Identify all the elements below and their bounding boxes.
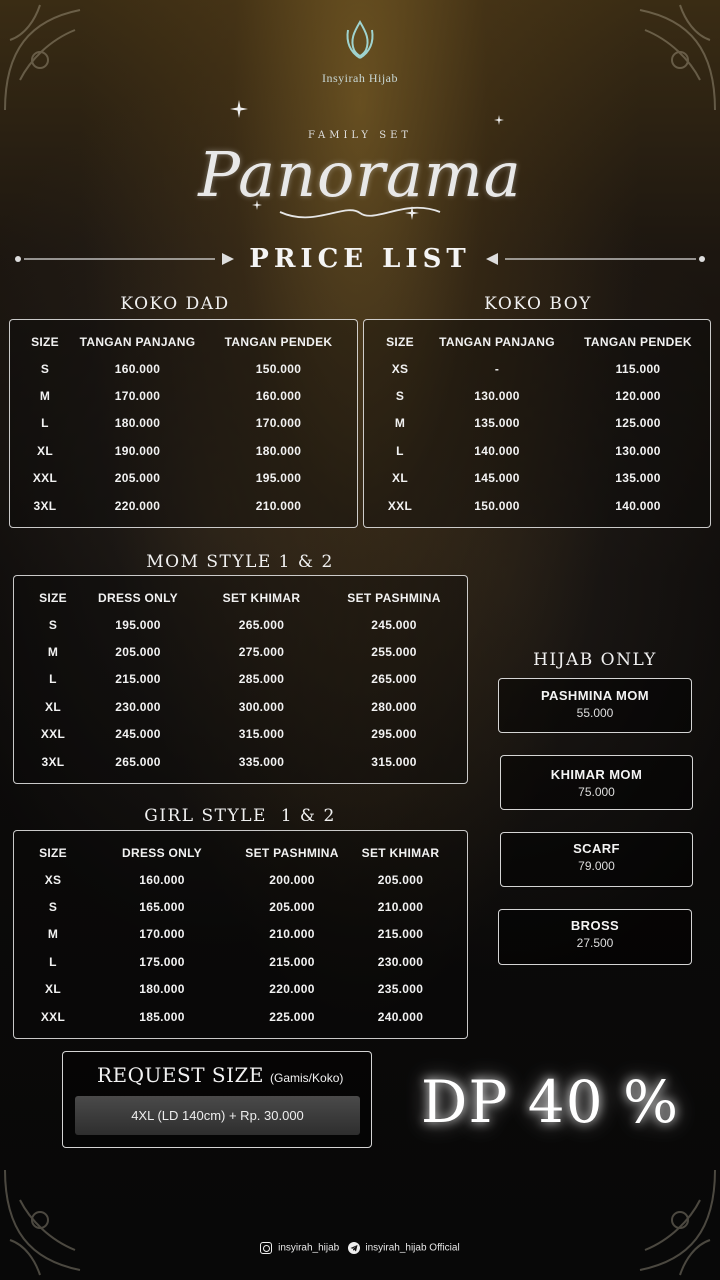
price-cell: 195.000: [115, 617, 161, 632]
table-row: [376, 382, 706, 409]
price-cell: 190.000: [114, 443, 161, 458]
price-cell: 265.000: [371, 672, 417, 687]
hijab-item: [498, 678, 692, 733]
page-title: Panorama: [198, 138, 522, 211]
down-payment-badge: DP 40 %: [420, 1068, 680, 1136]
price-cell: 120.000: [615, 389, 661, 404]
column-header: SET PASHMINA: [245, 845, 339, 860]
price-cell: 160.000: [255, 389, 302, 404]
price-cell: 215.000: [115, 672, 161, 687]
hijab-item-name: SCARF: [573, 841, 620, 856]
price-cell: 185.000: [139, 1009, 185, 1024]
price-cell: 245.000: [371, 617, 417, 632]
price-cell: 160.000: [114, 361, 161, 376]
size-cell: XXL: [40, 727, 66, 742]
koko-dad-table-box: [9, 319, 358, 528]
title-block: [180, 100, 540, 235]
column-header: SET PASHMINA: [347, 590, 441, 605]
price-cell: 220.000: [114, 498, 161, 513]
price-cell: 140.000: [474, 443, 520, 458]
telegram-icon: [348, 1242, 360, 1254]
sparkle-icon: [230, 100, 248, 118]
size-cell: L: [396, 443, 404, 458]
size-cell: XL: [45, 982, 61, 997]
table-row: [376, 437, 706, 464]
hijab-item-name: PASHMINA MOM: [540, 688, 650, 703]
price-cell: 265.000: [115, 754, 161, 769]
size-cell: XL: [392, 471, 408, 486]
size-cell: XL: [45, 699, 61, 714]
table-row: [376, 355, 706, 382]
price-cell: 165.000: [139, 900, 185, 915]
price-cell: 280.000: [371, 699, 417, 714]
column-header: TANGAN PANJANG: [79, 334, 196, 349]
size-cell: M: [39, 389, 51, 404]
table-header-row: [24, 328, 348, 355]
price-cell: 180.000: [139, 982, 185, 997]
size-cell: M: [47, 645, 59, 660]
size-cell: XXL: [387, 498, 413, 513]
size-cell: L: [49, 672, 57, 687]
column-header: DRESS ONLY: [122, 845, 202, 860]
price-cell: 140.000: [615, 498, 661, 513]
table-row: [24, 748, 459, 775]
price-cell: 255.000: [371, 645, 417, 660]
price-cell: 240.000: [377, 1009, 424, 1024]
table-row: [24, 693, 459, 720]
column-header: SIZE: [386, 334, 414, 349]
price-cell: 335.000: [238, 754, 285, 769]
table-row: [24, 1003, 459, 1030]
column-header: SIZE: [39, 845, 67, 860]
price-cell: 315.000: [238, 727, 285, 742]
koko-boy-title: KOKO BOY: [484, 294, 592, 314]
size-cell: S: [48, 900, 58, 915]
column-header: TANGAN PENDEK: [584, 334, 692, 349]
hijab-item: [498, 909, 692, 965]
price-cell: 130.000: [474, 389, 520, 404]
hijab-item-price: 79.000: [578, 859, 615, 873]
table-row: [24, 492, 348, 519]
corner-ornament-icon: [0, 1160, 120, 1280]
request-size-title: REQUEST SIZE: [97, 1063, 265, 1087]
telegram-handle[interactable]: insyirah_hijab Official: [365, 1242, 460, 1254]
size-cell: 3XL: [41, 754, 65, 769]
koko-boy-table-box: [363, 319, 711, 528]
column-header: SIZE: [31, 334, 59, 349]
sparkle-icon: [494, 115, 504, 125]
price-cell: 205.000: [114, 471, 161, 486]
size-cell: XS: [44, 872, 62, 887]
price-cell: 295.000: [371, 727, 417, 742]
corner-ornament-icon: [600, 1160, 720, 1280]
price-cell: 175.000: [139, 954, 185, 969]
price-cell: 225.000: [269, 1009, 315, 1024]
size-cell: S: [395, 389, 405, 404]
instagram-icon: [260, 1242, 272, 1254]
hijab-item-name: BROSS: [570, 918, 620, 933]
table-row: [24, 355, 348, 382]
koko-dad-title: KOKO DAD: [120, 294, 230, 314]
table-row: [24, 721, 459, 748]
table-row: [24, 465, 348, 492]
price-cell: 205.000: [115, 645, 161, 660]
table-row: [24, 382, 348, 409]
table-row: [24, 437, 348, 464]
column-header: DRESS ONLY: [98, 590, 178, 605]
mom-style-table-box: [13, 575, 468, 784]
price-cell: 180.000: [255, 443, 302, 458]
price-cell: 170.000: [114, 389, 161, 404]
table-row: [24, 948, 459, 975]
table-row: [24, 893, 459, 920]
table-row: [24, 611, 459, 638]
price-cell: 195.000: [255, 471, 302, 486]
size-cell: M: [394, 416, 406, 431]
price-cell: 210.000: [377, 900, 424, 915]
table-row: [24, 921, 459, 948]
column-header: SET KHIMAR: [361, 845, 440, 860]
price-cell: 150.000: [474, 498, 520, 513]
price-cell: 315.000: [371, 754, 417, 769]
price-cell: 160.000: [139, 872, 185, 887]
girl-style-title: GIRL STYLE 1 & 2: [144, 806, 336, 826]
price-cell: 205.000: [377, 872, 424, 887]
brand-name: Insyirah Hijab: [322, 71, 398, 85]
price-cell: 135.000: [474, 416, 520, 431]
hijab-item-price: 75.000: [578, 785, 615, 799]
size-cell: XXL: [40, 1009, 66, 1024]
price-cell: 215.000: [269, 954, 315, 969]
table-header-row: [24, 584, 459, 611]
column-header: SET KHIMAR: [222, 590, 301, 605]
price-cell: 265.000: [238, 617, 285, 632]
title-kicker: FAMILY SET: [307, 130, 413, 141]
price-cell: 210.000: [269, 927, 315, 942]
price-cell: -: [494, 361, 500, 376]
koko-dad-table: [24, 328, 348, 519]
price-cell: 180.000: [114, 416, 161, 431]
size-cell: S: [40, 361, 50, 376]
price-cell: 170.000: [139, 927, 185, 942]
price-cell: 200.000: [269, 872, 315, 887]
price-cell: 300.000: [238, 699, 285, 714]
price-cell: 125.000: [615, 416, 661, 431]
size-cell: XXL: [32, 471, 58, 486]
request-size-detail: 4XL (LD 140cm) + Rp. 30.000: [75, 1096, 360, 1135]
size-cell: 3XL: [33, 498, 57, 513]
table-header-row: [24, 839, 459, 866]
request-size-box: [62, 1051, 372, 1148]
price-cell: 275.000: [238, 645, 285, 660]
hijab-item-price: 55.000: [576, 706, 614, 720]
price-cell: 145.000: [474, 471, 520, 486]
size-cell: S: [48, 617, 58, 632]
size-cell: L: [41, 416, 49, 431]
price-cell: 230.000: [115, 699, 161, 714]
table-row: [24, 976, 459, 1003]
social-footer: [0, 1242, 720, 1254]
instagram-handle[interactable]: insyirah_hijab: [278, 1242, 340, 1254]
price-cell: 150.000: [255, 361, 302, 376]
mom-style-title: MOM STYLE 1 & 2: [146, 552, 334, 572]
price-cell: 215.000: [377, 927, 424, 942]
size-cell: XL: [37, 443, 53, 458]
size-cell: L: [49, 954, 57, 969]
hijab-item-price: 27.500: [576, 936, 614, 950]
mom-style-table: [24, 584, 459, 775]
girl-style-table-box: [13, 830, 468, 1039]
price-cell: 205.000: [269, 900, 315, 915]
table-row: [24, 410, 348, 437]
koko-boy-table: [376, 328, 706, 519]
price-cell: 130.000: [615, 443, 661, 458]
girl-style-table: [24, 839, 459, 1030]
brand-logo-icon: [340, 18, 380, 62]
column-header: TANGAN PENDEK: [224, 334, 333, 349]
table-header-row: [376, 328, 706, 355]
size-cell: XS: [391, 361, 409, 376]
table-row: [24, 666, 459, 693]
corner-ornament-icon: [600, 0, 720, 120]
price-cell: 170.000: [255, 416, 302, 431]
flourish-icon: [275, 200, 445, 226]
request-size-subtitle: (Gamis/Koko): [270, 1071, 344, 1085]
price-cell: 210.000: [255, 498, 302, 513]
hijab-item-name: KHIMAR MOM: [550, 767, 643, 782]
column-header: TANGAN PANJANG: [439, 334, 555, 349]
price-cell: 235.000: [377, 982, 424, 997]
price-cell: 245.000: [115, 727, 161, 742]
price-cell: 220.000: [269, 982, 315, 997]
price-cell: 115.000: [615, 361, 661, 376]
price-cell: 230.000: [377, 954, 424, 969]
hijab-item: [500, 755, 693, 810]
ornament-icon: [480, 252, 710, 266]
table-row: [24, 866, 459, 893]
request-size-heading: [97, 1063, 343, 1087]
price-cell: 285.000: [238, 672, 285, 687]
brand-logo: [300, 18, 420, 86]
corner-ornament-icon: [0, 0, 120, 120]
price-cell: 135.000: [615, 471, 661, 486]
table-row: [376, 492, 706, 519]
price-list-title: PRICE LIST: [249, 244, 471, 274]
table-row: [24, 638, 459, 665]
hijab-only-title: HIJAB ONLY: [533, 650, 657, 670]
column-header: SIZE: [39, 590, 67, 605]
price-list-heading-row: [0, 240, 720, 280]
table-row: [376, 465, 706, 492]
hijab-item: [500, 832, 693, 887]
table-row: [376, 410, 706, 437]
size-cell: M: [47, 927, 59, 942]
